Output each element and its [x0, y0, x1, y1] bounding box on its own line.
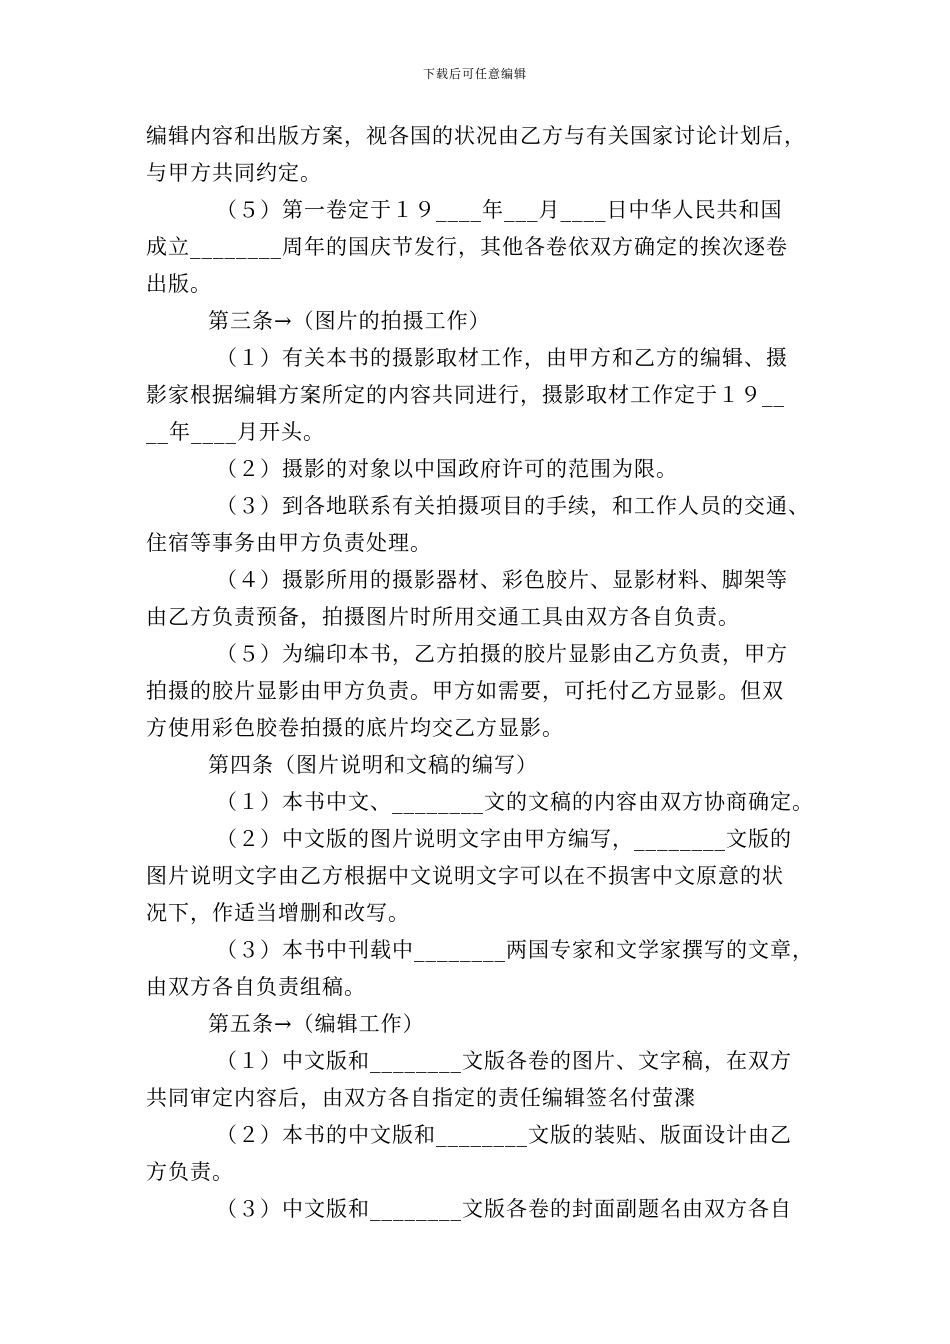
text-line: （１）中文版和________文版各卷的图片、文字稿，在双方	[216, 1049, 792, 1073]
text-line: （５）为编印本书，乙方拍摄的胶片显影由乙方负责，甲方	[216, 642, 788, 666]
article-heading: 第四条（图片说明和文稿的编写）	[208, 753, 538, 777]
text-line: （１）本书中文、________文的文稿的内容由双方协商确定。	[216, 790, 814, 814]
text-line: （４）摄影所用的摄影器材、彩色胶片、显影材料、脚架等	[216, 568, 788, 592]
text-line: （３）本书中刊载中________两国专家和文学家撰写的文章，	[216, 938, 814, 962]
text-line: 方使用彩色胶卷拍摄的底片均交乙方显影。	[146, 716, 564, 740]
article-heading: 第五条→（编辑工作）	[208, 1012, 425, 1036]
text-line: 方负责。	[146, 1160, 234, 1184]
text-line: 出版。	[146, 272, 212, 296]
text-line: （３）中文版和________文版各卷的封面副题名由双方各自	[216, 1197, 792, 1221]
text-line: 编辑内容和出版方案，视各国的状况由乙方与有关国家讨论计划后，	[146, 124, 806, 148]
text-line: （２）摄影的对象以中国政府许可的范围为限。	[216, 457, 678, 481]
text-line: __年____月开头。	[146, 420, 325, 444]
page-header: 下载后可任意编辑	[422, 67, 527, 81]
text-line: 住宿等事务由甲方负责处理。	[146, 531, 432, 555]
text-line: （１）有关本书的摄影取材工作，由甲方和乙方的编辑、摄	[216, 346, 788, 370]
text-line: （２）本书的中文版和________文版的装贴、版面设计由乙	[216, 1123, 792, 1147]
text-line: 况下，作适当增删和改写。	[146, 901, 410, 925]
text-line: 与甲方共同约定。	[146, 161, 322, 185]
text-line: 影家根据编辑方案所定的内容共同进行，摄影取材工作定于１９__	[146, 383, 785, 407]
article-heading: 第三条→（图片的拍摄工作）	[208, 309, 491, 333]
text-line: 图片说明文字由乙方根据中文说明文字可以在不损害中文原意的状	[146, 864, 784, 888]
text-line: 由乙方负责预备，拍摄图片时所用交通工具由双方各自负责。	[146, 605, 740, 629]
text-line: 共同审定内容后，由双方各自指定的责任编辑签名付萤㵵	[146, 1086, 696, 1110]
text-line: （２）中文版的图片说明文字由甲方编写，________文版的	[216, 827, 792, 851]
text-line: 拍摄的胶片显影由甲方负责。甲方如需要，可托付乙方显影。但双	[146, 679, 784, 703]
text-line: 由双方各自负责组稿。	[146, 975, 366, 999]
text-line: （３）到各地联系有关拍摄项目的手续，和工作人员的交通、	[216, 494, 810, 518]
text-line: 成立________周年的国庆节发行，其他各卷依双方确定的挨次逐卷	[146, 235, 788, 259]
text-line: （５）第一卷定于１９____年___月____日中华人民共和国	[216, 198, 783, 222]
document-body	[146, 118, 826, 1228]
